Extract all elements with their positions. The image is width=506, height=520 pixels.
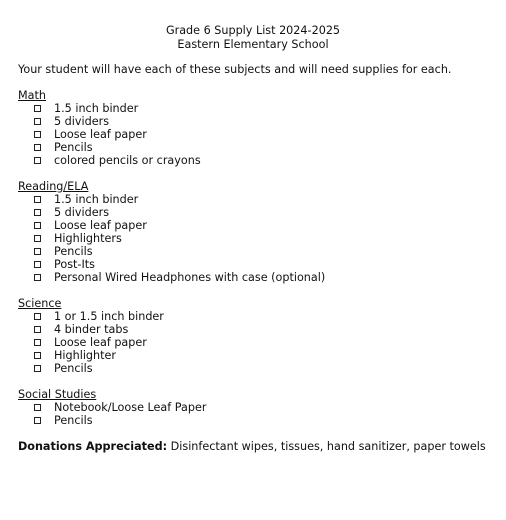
school-name: Eastern Elementary School [177, 37, 329, 51]
list-item [32, 128, 201, 141]
list-item [32, 245, 325, 258]
section-math [18, 89, 201, 167]
section-reading-ela [18, 180, 325, 284]
list-item [32, 323, 164, 336]
checkbox-icon [34, 105, 41, 112]
section-title: Science [18, 297, 62, 310]
item-label: 5 dividers [54, 115, 110, 128]
checkbox-icon [34, 339, 41, 346]
section-title: Social Studies [18, 388, 97, 401]
list-item [32, 206, 325, 219]
list-item [32, 401, 206, 414]
item-label: Highlighters [54, 232, 122, 245]
checkbox-icon [34, 157, 41, 164]
checkbox-icon [34, 313, 41, 320]
checkbox-icon [34, 144, 41, 151]
item-label: 1 or 1.5 inch binder [54, 310, 164, 323]
donations-text: Disinfectant wipes, tissues, hand sanitizer, paper towels [167, 440, 486, 453]
item-label: 5 dividers [54, 206, 110, 219]
item-label: colored pencils or crayons [54, 154, 201, 167]
list-item [32, 362, 164, 375]
list-item [32, 115, 201, 128]
checkbox-icon [34, 131, 41, 138]
item-label: Pencils [54, 414, 93, 427]
list-item [32, 232, 325, 245]
list-item [32, 414, 206, 427]
supply-list [18, 401, 206, 427]
supply-list [18, 102, 201, 167]
section-social-studies [18, 388, 206, 427]
supply-list [18, 193, 325, 284]
donations-label: Donations Appreciated: [18, 440, 168, 453]
list-item [32, 349, 164, 362]
checkbox-icon [34, 417, 41, 424]
checkbox-icon [34, 248, 41, 255]
item-label: Pencils [54, 141, 93, 154]
checkbox-icon [34, 365, 41, 372]
item-label: Highlighter [54, 349, 116, 362]
checkbox-icon [34, 209, 41, 216]
item-label: Loose leaf paper [54, 336, 147, 349]
item-label: Post-Its [54, 258, 95, 271]
item-label: 1.5 inch binder [54, 193, 139, 206]
intro-text: Your student will have each of these subjects and will need supplies for each. [18, 63, 452, 76]
checkbox-icon [34, 196, 41, 203]
checkbox-icon [34, 404, 41, 411]
list-item [32, 310, 164, 323]
list-item [32, 102, 201, 115]
checkbox-icon [34, 261, 41, 268]
list-item [32, 219, 325, 232]
list-item [32, 141, 201, 154]
list-item [32, 336, 164, 349]
supply-list [18, 310, 164, 375]
item-label: 4 binder tabs [54, 323, 129, 336]
section-science [18, 297, 164, 375]
section-title: Reading/ELA [18, 180, 89, 193]
list-item [32, 271, 325, 284]
checkbox-icon [34, 235, 41, 242]
item-label: Notebook/Loose Leaf Paper [54, 401, 207, 414]
item-label: Loose leaf paper [54, 128, 147, 141]
item-label: Personal Wired Headphones with case (optional) [54, 271, 326, 284]
list-item [32, 154, 201, 167]
section-title: Math [18, 89, 46, 102]
item-label: Loose leaf paper [54, 219, 147, 232]
checkbox-icon [34, 222, 41, 229]
checkbox-icon [34, 326, 41, 333]
list-item [32, 193, 325, 206]
checkbox-icon [34, 118, 41, 125]
document-header [0, 24, 506, 51]
document-title: Grade 6 Supply List 2024-2025 [165, 24, 341, 37]
list-item [32, 258, 325, 271]
item-label: 1.5 inch binder [54, 102, 139, 115]
checkbox-icon [34, 274, 41, 281]
donations-note [18, 440, 486, 453]
checkbox-icon [34, 352, 41, 359]
item-label: Pencils [54, 362, 93, 375]
item-label: Pencils [54, 245, 93, 258]
